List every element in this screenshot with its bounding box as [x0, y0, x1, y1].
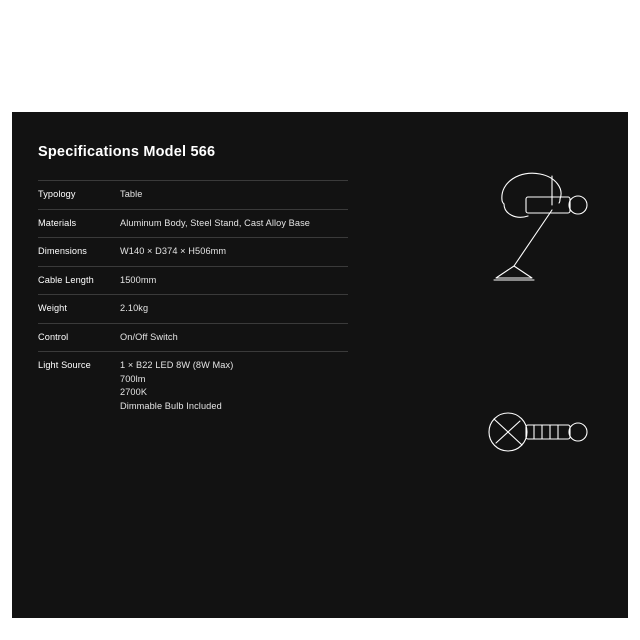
specifications-table: [38, 180, 348, 420]
row-value: 2.10kg: [120, 303, 149, 313]
row-value: 1500mm: [120, 274, 157, 285]
row-value: Aluminum Body, Steel Stand, Cast Alloy Base: [120, 217, 311, 228]
row-value: [120, 352, 348, 421]
light-source-line: 2700K: [120, 387, 148, 397]
page-title: Specifications Model 566: [38, 144, 216, 160]
table-row: [38, 266, 348, 295]
specifications-card: [12, 112, 628, 618]
row-label: Weight: [38, 303, 68, 313]
light-source-line: 1 × B22 LED 8W (8W Max): [120, 360, 234, 370]
table-row-light-source: [38, 352, 348, 421]
table-row: [38, 209, 348, 238]
lamp-top-view-line-drawing: [474, 387, 604, 477]
row-label: Cable Length: [38, 274, 94, 285]
row-label: Typology: [38, 189, 76, 199]
row-label: Light Source: [38, 360, 91, 370]
row-value: Table: [120, 189, 143, 199]
row-value: On/Off Switch: [120, 331, 178, 342]
row-value: W140 × D374 × H506mm: [120, 246, 227, 256]
row-label: Control: [38, 331, 69, 342]
table-row: [38, 238, 348, 267]
table-row: [38, 295, 348, 324]
lamp-side-view-line-drawing: [474, 162, 604, 297]
light-source-line: Dimmable Bulb Included: [120, 400, 222, 411]
row-label: Materials: [38, 217, 77, 228]
table-row: [38, 181, 348, 210]
row-label: Dimensions: [38, 246, 87, 256]
light-source-line: 700lm: [120, 373, 146, 384]
table-row: [38, 323, 348, 352]
